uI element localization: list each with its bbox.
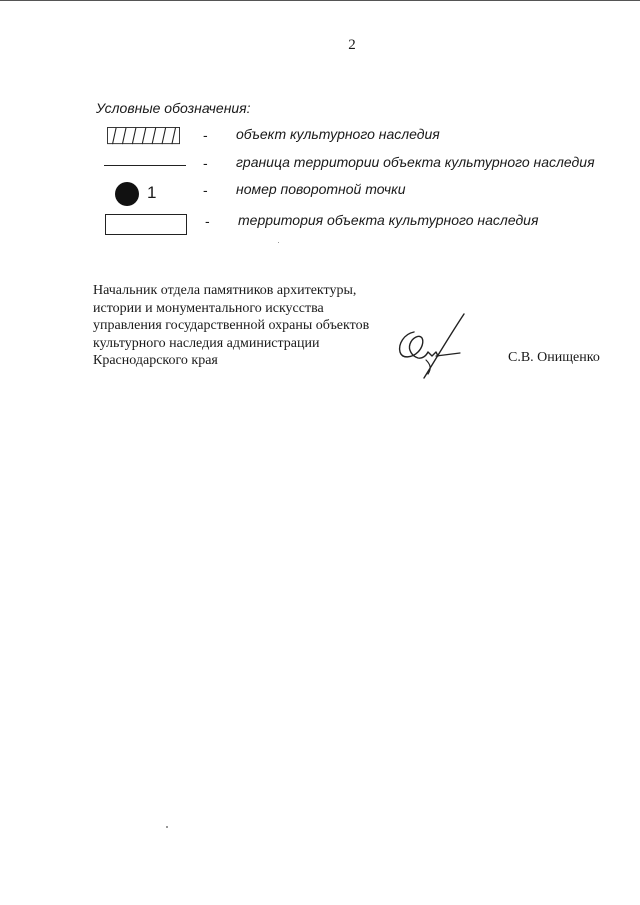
legend-item-text: номер поворотной точки — [236, 181, 406, 197]
signatory-title-line: истории и монументального искусства — [93, 300, 324, 316]
legend-separator: - — [203, 155, 208, 171]
signatory-title-line: Краснодарского края — [93, 353, 218, 368]
scan-speck — [166, 826, 168, 828]
page-number: 2 — [348, 37, 356, 53]
legend-separator: - — [203, 127, 208, 143]
signatory-title-line: управления государственной охраны объектов — [93, 318, 370, 333]
legend-item-turning-point — [0, 182, 640, 208]
boundary-line-icon — [104, 165, 186, 166]
legend-item-territory-boundary — [0, 153, 640, 179]
signatory-title-line: Начальник отдела памятников архитектуры, — [93, 283, 357, 298]
legend-item-heritage-territory — [0, 212, 640, 238]
turning-point-number: 1 — [147, 183, 157, 202]
legend-separator: - — [203, 182, 208, 198]
legend-item-text: объект культурного наследия — [236, 126, 440, 142]
signatory-title-line: культурного наследия администрации — [93, 335, 320, 351]
signer-name: С.В. Онищенко — [508, 350, 600, 365]
scan-top-edge — [0, 0, 640, 1]
scan-speck — [278, 242, 279, 243]
legend-item-text: территория объекта культурного наследия — [238, 212, 539, 228]
legend-item-text: граница территории объекта культурного наследия — [236, 154, 595, 170]
turning-point-icon — [115, 182, 165, 206]
legend-separator: - — [205, 213, 210, 229]
legend-item-cultural-heritage-object — [0, 125, 640, 151]
handwritten-signature — [392, 312, 470, 380]
hatched-rectangle-icon — [104, 127, 184, 145]
legend-title: Условные обозначения: — [96, 100, 251, 116]
empty-rectangle-icon — [105, 214, 187, 235]
filled-circle-icon — [115, 182, 139, 206]
signatory-title — [93, 282, 403, 370]
